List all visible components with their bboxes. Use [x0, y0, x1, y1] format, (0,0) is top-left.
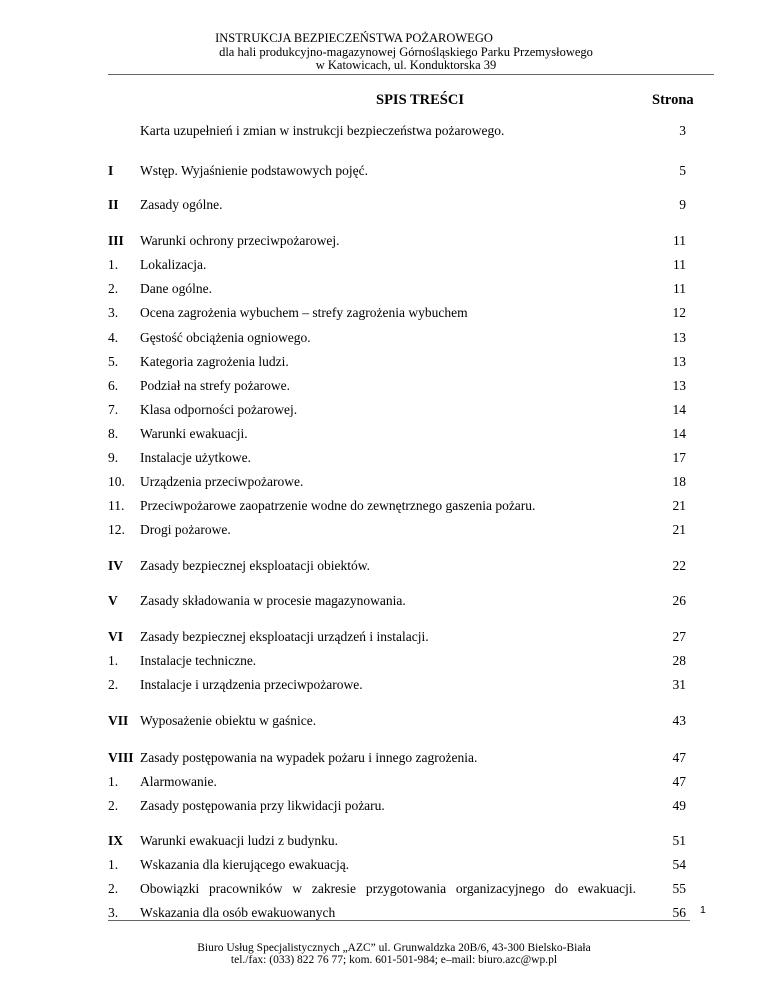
toc-row-number: II	[108, 197, 119, 212]
toc-title: SPIS TREŚCI	[376, 92, 464, 108]
toc-row-text: Wyposażenie obiektu w gaśnice.	[140, 713, 317, 728]
toc-row-page: 54	[672, 857, 686, 872]
toc-row-number: VI	[108, 629, 124, 644]
toc-row-text: Kategoria zagrożenia ludzi.	[140, 354, 289, 369]
toc-row-text: Zasady postępowania przy likwidacji pożaru.	[140, 798, 385, 813]
toc-row	[0, 496, 768, 516]
toc-row-page: 11	[673, 281, 686, 296]
toc-row-text: Instalacje i urządzenia przeciwpożarowe.	[140, 677, 363, 692]
toc-row	[0, 303, 768, 323]
toc-row-number: 1.	[108, 653, 119, 668]
toc-row	[0, 711, 768, 731]
toc-row	[0, 796, 768, 816]
toc-row-text: Przeciwpożarowe zaopatrzenie wodne do zewnętrznego gaszenia pożaru.	[140, 498, 536, 513]
toc-row-number: 8.	[108, 426, 119, 441]
toc-row-page: 43	[672, 713, 686, 728]
toc-row-page: 9	[679, 197, 686, 212]
toc-row-number: 5.	[108, 354, 119, 369]
toc-row-text: Instalacje użytkowe.	[140, 450, 251, 465]
toc-row-page: 21	[672, 522, 686, 537]
toc-row-number: 12.	[108, 522, 125, 537]
toc-row-text: Urządzenia przeciwpożarowe.	[140, 474, 304, 489]
header-line-1: INSTRUKCJA BEZPIECZEŃSTWA POŻAROWEGO	[215, 31, 493, 45]
toc-row-text: Warunki ewakuacji.	[140, 426, 248, 441]
toc-row-number: 1.	[108, 857, 119, 872]
toc-row-number: 3.	[108, 305, 119, 320]
toc-row-page: 17	[672, 450, 686, 465]
toc-row-page: 27	[672, 629, 686, 644]
toc-row	[0, 520, 768, 540]
toc-row	[0, 831, 768, 851]
toc-row-page: 14	[672, 402, 686, 417]
toc-row	[0, 400, 768, 420]
toc-row	[0, 651, 768, 671]
toc-row	[0, 161, 768, 181]
toc-row-page: 49	[672, 798, 686, 813]
toc-row-number: V	[108, 593, 118, 608]
toc-row-number: 1.	[108, 257, 119, 272]
toc-row-text: Zasady ogólne.	[140, 197, 223, 212]
toc-row	[0, 879, 768, 899]
toc-row-text: Wskazania dla kierującego ewakuacją.	[140, 857, 350, 872]
toc-row-page: 28	[672, 653, 686, 668]
toc-row	[0, 376, 768, 396]
toc-row	[0, 195, 768, 215]
toc-row-text: Lokalizacja.	[140, 257, 207, 272]
toc-row-number: 2.	[108, 281, 119, 296]
toc-row	[0, 627, 768, 647]
toc-row-text: Ocena zagrożenia wybuchem – strefy zagrożenia wybuchem	[140, 305, 468, 320]
toc-row-page: 21	[672, 498, 686, 513]
page-number: 1	[700, 904, 706, 916]
header-rule	[108, 74, 714, 75]
toc-row-number: IV	[108, 558, 124, 573]
toc-row-number: 7.	[108, 402, 119, 417]
toc-row-number: IX	[108, 833, 124, 848]
toc-row-number: III	[108, 233, 124, 248]
toc-row-text: Zasady postępowania na wypadek pożaru i innego zagrożenia.	[140, 750, 478, 765]
toc-row-number: 1.	[108, 774, 119, 789]
toc-row-number: 10.	[108, 474, 125, 489]
toc-row	[0, 255, 768, 275]
toc-row-number: VII	[108, 713, 129, 728]
toc-row-page: 47	[672, 774, 686, 789]
toc-row-page: 5	[679, 163, 686, 178]
toc-row-page: 13	[672, 330, 686, 345]
toc-row-page: 14	[672, 426, 686, 441]
toc-row-page: 22	[672, 558, 686, 573]
toc-row-number: 4.	[108, 330, 119, 345]
toc-row-text: Gęstość obciążenia ogniowego.	[140, 330, 311, 345]
toc-row-text: Klasa odporności pożarowej.	[140, 402, 298, 417]
toc-row-text: Karta uzupełnień i zmian w instrukcji bezpieczeństwa pożarowego.	[140, 123, 505, 138]
toc-row-page: 56	[672, 905, 686, 920]
toc-row	[0, 675, 768, 695]
toc-row	[0, 231, 768, 251]
toc-row-number: 2.	[108, 798, 119, 813]
toc-row-number: VIII	[108, 750, 134, 765]
toc-row	[0, 748, 768, 768]
toc-row-number: 2.	[108, 677, 119, 692]
page-column-label: Strona	[652, 92, 694, 108]
toc-row-text: Warunki ochrony przeciwpożarowej.	[140, 233, 340, 248]
toc-row-text: Zasady bezpiecznej eksploatacji urządzeń i instalacji.	[140, 629, 429, 644]
toc-row	[0, 328, 768, 348]
toc-row-page: 11	[673, 233, 686, 248]
toc-row-text: Zasady składowania w procesie magazynowania.	[140, 593, 406, 608]
toc-row-text: Podział na strefy pożarowe.	[140, 378, 290, 393]
footer-line-1: Biuro Usług Specjalistycznych „AZC” ul. Grunwaldzka 20B/6, 43-300 Bielsko-Biała	[197, 942, 591, 954]
toc-row	[0, 352, 768, 372]
toc-row	[0, 424, 768, 444]
toc-row	[0, 472, 768, 492]
toc-row	[0, 448, 768, 468]
toc-row	[0, 556, 768, 576]
toc-row-number: 9.	[108, 450, 119, 465]
toc-row	[0, 121, 768, 141]
footer-rule	[108, 920, 690, 921]
toc-row-page: 13	[672, 354, 686, 369]
toc-row-page: 26	[672, 593, 686, 608]
toc-row-number: I	[108, 163, 114, 178]
toc-row-text: Warunki ewakuacji ludzi z budynku.	[140, 833, 338, 848]
header-line-3: w Katowicach, ul. Konduktorska 39	[315, 58, 497, 72]
toc-row	[0, 591, 768, 611]
toc-row-page: 13	[672, 378, 686, 393]
toc-row-page: 18	[672, 474, 686, 489]
header-line-2: dla hali produkcyjno-magazynowej Górnośląskiego Parku Przemysłowego	[219, 45, 593, 59]
toc-row-text: Wskazania dla osób ewakuowanych	[140, 905, 336, 920]
toc-row-page: 51	[672, 833, 686, 848]
toc-row-text: Wstęp. Wyjaśnienie podstawowych pojęć.	[140, 163, 369, 178]
footer-line-2: tel./fax: (033) 822 76 77; kom. 601-501-984; e–mail: biuro.azc@wp.pl	[230, 954, 558, 966]
toc-row-number: 3.	[108, 905, 119, 920]
toc-row-number: 6.	[108, 378, 119, 393]
toc-row-page: 12	[672, 305, 686, 320]
toc-row	[0, 279, 768, 299]
toc-row-page: 3	[679, 123, 686, 138]
toc-row-text: Instalacje techniczne.	[140, 653, 257, 668]
toc-row-text: Drogi pożarowe.	[140, 522, 231, 537]
toc-row-page: 47	[672, 750, 686, 765]
toc-row-page: 31	[672, 677, 686, 692]
toc-row-number: 2.	[108, 881, 119, 896]
toc-row-page: 55	[672, 881, 686, 896]
toc-row-text: Alarmowanie.	[140, 774, 217, 789]
toc-row-text: Dane ogólne.	[140, 281, 212, 296]
toc-row	[0, 772, 768, 792]
toc-row-page: 11	[673, 257, 686, 272]
toc-row-text: Zasady bezpiecznej eksploatacji obiektów.	[140, 558, 371, 573]
toc-row-text: Obowiązki pracowników w zakresie przygotowania organizacyjnego do ewakuacji.	[140, 881, 636, 896]
toc-row-number: 11.	[108, 498, 125, 513]
toc-row	[0, 855, 768, 875]
